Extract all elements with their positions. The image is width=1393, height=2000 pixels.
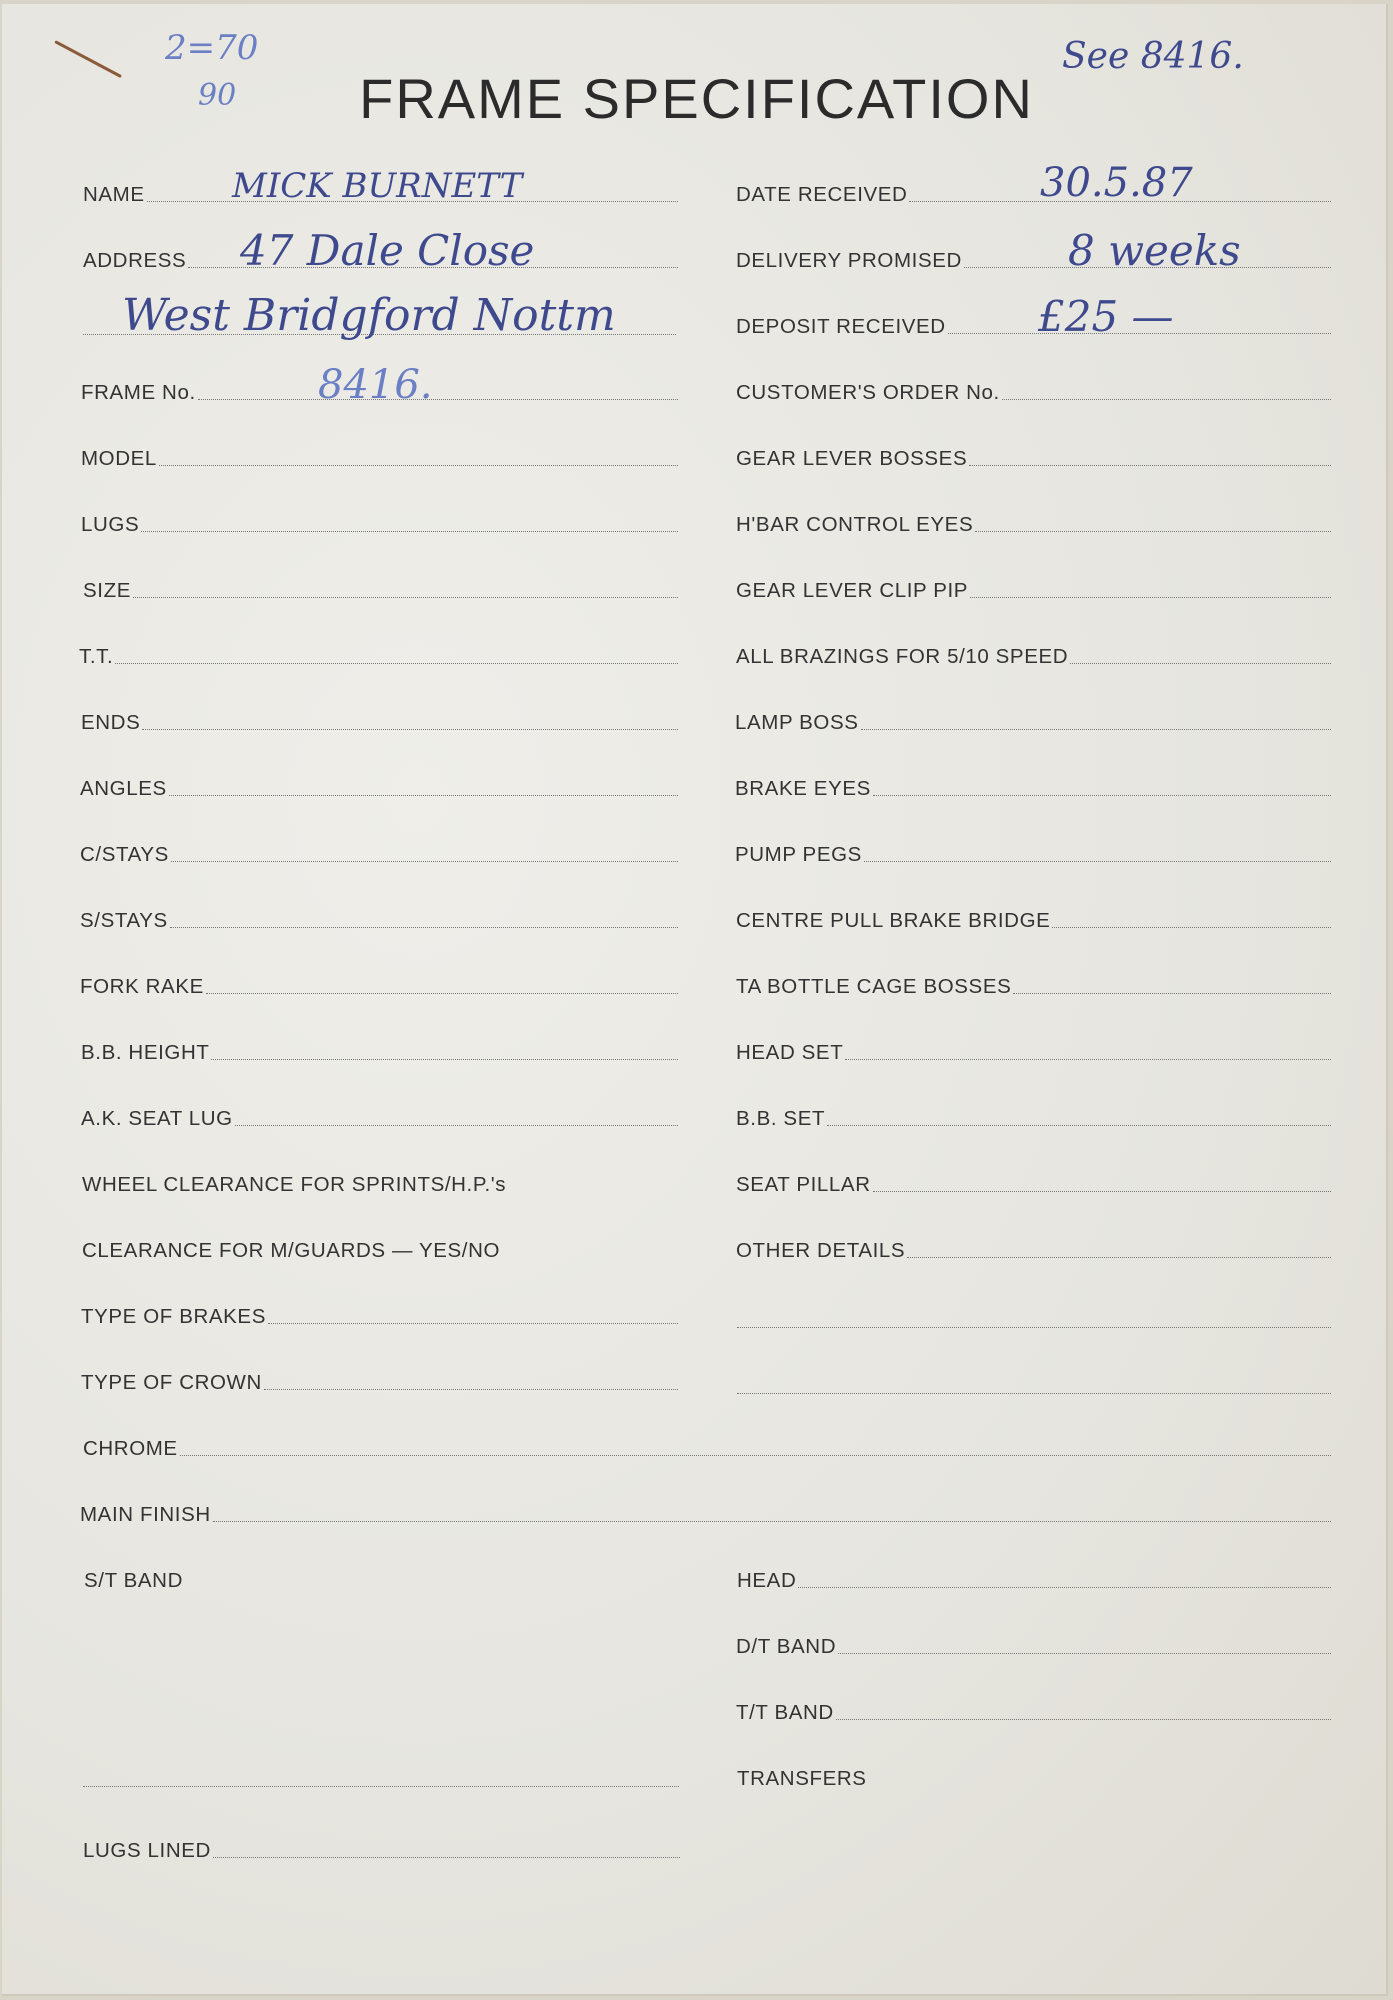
head-set-field[interactable]: [736, 1041, 1331, 1065]
size-field[interactable]: [83, 579, 678, 603]
address-label: ADDRESS: [83, 249, 187, 272]
seat-pillar-label: SEAT PILLAR: [736, 1173, 871, 1196]
s-stays-label: S/STAYS: [80, 909, 168, 932]
date-received-label: DATE RECEIVED: [736, 183, 908, 206]
frame-no-value: 8416.: [318, 362, 433, 408]
other-details-rule-1[interactable]: [737, 1327, 1331, 1328]
head-label: HEAD: [737, 1569, 797, 1592]
angles-field[interactable]: [80, 777, 678, 801]
all-brazings-label: ALL BRAZINGS FOR 5/10 SPEED: [736, 645, 1069, 668]
ak-seat-lug-label: A.K. SEAT LUG: [81, 1107, 233, 1130]
mguards-clearance-field[interactable]: [82, 1239, 602, 1263]
c-stays-label: C/STAYS: [80, 843, 169, 866]
lugs-lined-field[interactable]: [83, 1839, 680, 1863]
address-value: 47 Dale Close: [240, 226, 535, 275]
tt-band-field[interactable]: [736, 1701, 1331, 1725]
main-finish-field[interactable]: [80, 1503, 1331, 1527]
fork-rake-label: FORK RAKE: [80, 975, 204, 998]
angles-label: ANGLES: [80, 777, 167, 800]
gear-lever-clip-pip-label: GEAR LEVER CLIP PIP: [736, 579, 969, 602]
ak-seat-lug-field[interactable]: [81, 1107, 678, 1131]
ends-label: ENDS: [81, 711, 141, 734]
type-of-brakes-field[interactable]: [81, 1305, 678, 1329]
lugs-lined-label: LUGS LINED: [83, 1839, 211, 1862]
tt-field[interactable]: [79, 645, 678, 669]
wheel-clearance-label: WHEEL CLEARANCE FOR SPRINTS/H.P.'s: [82, 1173, 507, 1196]
annotation-top-left-1: 2=70: [165, 28, 259, 68]
brake-eyes-label: BRAKE EYES: [735, 777, 871, 800]
lamp-boss-label: LAMP BOSS: [735, 711, 859, 734]
ta-bottle-label: TA BOTTLE CAGE BOSSES: [736, 975, 1012, 998]
ends-field[interactable]: [81, 711, 678, 735]
all-brazings-field[interactable]: [736, 645, 1331, 669]
dt-band-label: D/T BAND: [736, 1635, 837, 1658]
type-of-crown-label: TYPE OF CROWN: [81, 1371, 262, 1394]
type-of-brakes-label: TYPE OF BRAKES: [81, 1305, 266, 1328]
centre-pull-field[interactable]: [736, 909, 1331, 933]
delivery-promised-field[interactable]: [736, 249, 1331, 273]
pump-pegs-field[interactable]: [735, 843, 1331, 867]
transfers-label: TRANSFERS: [737, 1767, 867, 1790]
gear-lever-clip-pip-field[interactable]: [736, 579, 1331, 603]
date-received-field[interactable]: [736, 183, 1331, 207]
deposit-received-value: £25 —: [1038, 292, 1174, 341]
address-line2-value: West Bridgford Nottm: [122, 290, 616, 341]
annotation-top-left-2: 90: [198, 78, 237, 113]
delivery-promised-label: DELIVERY PROMISED: [736, 249, 962, 272]
dt-band-field[interactable]: [736, 1635, 1331, 1659]
lugs-label: LUGS: [81, 513, 140, 536]
form-title: FRAME SPECIFICATION: [359, 67, 1034, 130]
wheel-clearance-field[interactable]: [82, 1173, 602, 1197]
gear-lever-bosses-field[interactable]: [736, 447, 1331, 471]
ta-bottle-field[interactable]: [736, 975, 1331, 999]
tt-label: T.T.: [79, 645, 114, 668]
bb-height-field[interactable]: [81, 1041, 678, 1065]
deposit-received-field[interactable]: [736, 315, 1331, 339]
annotation-top-right: See 8416.: [1062, 36, 1244, 77]
other-details-label: OTHER DETAILS: [736, 1239, 906, 1262]
chrome-field[interactable]: [83, 1437, 1331, 1461]
head-set-label: HEAD SET: [736, 1041, 844, 1064]
bb-height-label: B.B. HEIGHT: [81, 1041, 210, 1064]
type-of-crown-field[interactable]: [81, 1371, 678, 1395]
lamp-boss-field[interactable]: [735, 711, 1331, 735]
transfers-field[interactable]: [737, 1767, 1037, 1791]
left-blank-rule[interactable]: [83, 1786, 679, 1787]
main-finish-label: MAIN FINISH: [80, 1503, 211, 1526]
delivery-promised-value: 8 weeks: [1068, 226, 1241, 275]
customers-order-no-label: CUSTOMER'S ORDER No.: [736, 381, 1000, 404]
model-label: MODEL: [81, 447, 157, 470]
head-field[interactable]: [737, 1569, 1331, 1593]
seat-pillar-field[interactable]: [736, 1173, 1331, 1197]
c-stays-field[interactable]: [80, 843, 678, 867]
name-label: NAME: [83, 183, 145, 206]
bb-set-label: B.B. SET: [736, 1107, 826, 1130]
other-details-rule-2[interactable]: [737, 1393, 1331, 1394]
hbar-control-eyes-label: H'BAR CONTROL EYES: [736, 513, 974, 536]
pump-pegs-label: PUMP PEGS: [735, 843, 862, 866]
gear-lever-bosses-label: GEAR LEVER BOSSES: [736, 447, 968, 470]
st-band-field[interactable]: [84, 1569, 284, 1593]
chrome-label: CHROME: [83, 1437, 178, 1460]
date-received-value: 30.5.87: [1040, 160, 1193, 206]
tt-band-label: T/T BAND: [736, 1701, 834, 1724]
mguards-clearance-label: CLEARANCE FOR M/GUARDS — YES/NO: [82, 1239, 501, 1262]
model-field[interactable]: [81, 447, 678, 471]
s-stays-field[interactable]: [80, 909, 678, 933]
bb-set-field[interactable]: [736, 1107, 1331, 1131]
st-band-label: S/T BAND: [84, 1569, 183, 1592]
hbar-control-eyes-field[interactable]: [736, 513, 1331, 537]
deposit-received-label: DEPOSIT RECEIVED: [736, 315, 946, 338]
frame-no-label: FRAME No.: [81, 381, 196, 404]
centre-pull-label: CENTRE PULL BRAKE BRIDGE: [736, 909, 1051, 932]
size-label: SIZE: [83, 579, 131, 602]
brake-eyes-field[interactable]: [735, 777, 1331, 801]
fork-rake-field[interactable]: [80, 975, 678, 999]
name-value: MICK BURNETT: [232, 166, 523, 206]
customers-order-no-field[interactable]: [736, 381, 1331, 405]
lugs-field[interactable]: [81, 513, 678, 537]
other-details-field[interactable]: [736, 1239, 1331, 1263]
